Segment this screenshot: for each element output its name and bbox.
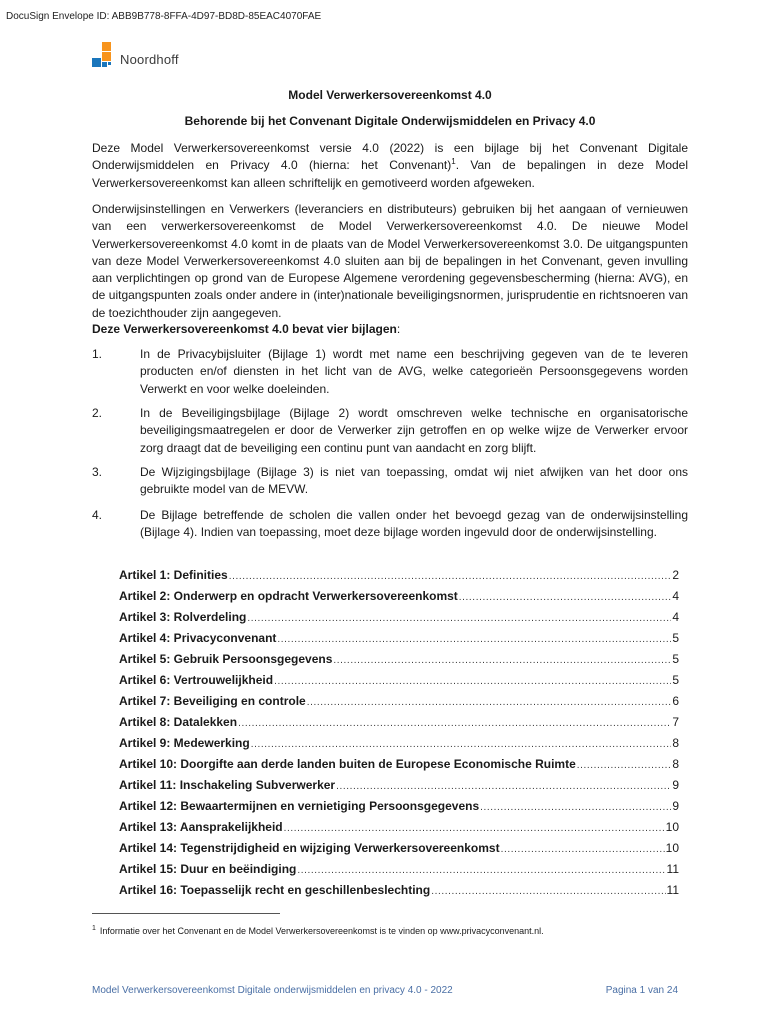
toc-leader [284,823,665,834]
logo-text: Noordhoff [120,52,179,67]
footnote-text: Informatie over het Convenant en de Model Verwerkersovereenkomst is te vinden op www.privacyconvenant.nl. [99,926,544,936]
toc-page[interactable]: 5 [672,631,679,645]
table-of-contents [119,568,679,904]
toc-row[interactable] [119,652,679,673]
toc-leader [431,886,665,897]
toc-row[interactable] [119,841,679,862]
bijlage-item [92,464,688,499]
toc-leader [459,592,672,603]
toc-leader [277,634,671,645]
bijlagen-heading-bold: Deze Verwerkersovereenkomst 4.0 bevat vier bijlagen [92,322,397,336]
toc-leader [229,571,672,582]
toc-label[interactable]: Artikel 9: Medewerking [119,736,250,750]
toc-leader [577,760,672,771]
footer-page-number: Pagina 1 van 24 [605,985,678,996]
footnote-number: 1 [92,925,96,932]
toc-page[interactable]: 10 [665,841,679,855]
toc-page[interactable]: 2 [672,568,679,582]
noordhoff-logo-mark [92,42,122,72]
toc-page[interactable]: 4 [672,610,679,624]
toc-row[interactable] [119,694,679,715]
intro-text-1: Deze Model Verwerkersovereenkomst versie 4.0 (2022) is een bijlage bij het Convenant Digitale Onderwijsmiddelen en Privacy 4.0 (hierna: het Convenant) [92,141,688,173]
toc-row[interactable] [119,757,679,778]
toc-label[interactable]: Artikel 15: Duur en beëindiging [119,862,297,876]
toc-page[interactable]: 8 [672,757,679,771]
toc-leader [333,655,671,666]
toc-label[interactable]: Artikel 5: Gebruik Persoonsgegevens [119,652,333,666]
footnote [92,925,544,936]
toc-row[interactable] [119,862,679,883]
toc-label[interactable]: Artikel 13: Aansprakelijkheid [119,820,283,834]
document-title: Model Verwerkersovereenkomst 4.0 [288,88,492,102]
toc-page[interactable]: 10 [665,820,679,834]
toc-page[interactable]: 9 [672,778,679,792]
bijlagen-heading-tail: : [396,322,401,336]
toc-leader [297,865,665,876]
bijlage-number: 4. [92,508,103,522]
paragraph-verwerkers: Onderwijsinstellingen en Verwerkers (leveranciers en distributeurs) gebruiken bij het aangaan of vernieuwen van een verwerkersovereenkomst de Model Verwerkersovereenkomst 4.0. De nieuwe Model Verwerkersovereenkomst 4.0 komt in de plaats van de Model Verwerkersovereenkomst 3.0. De uitgangspunten van deze Model Verwerkersovereenkomst 4.0 sluiten aan bij de bepalingen in het Convenant, geven invulling aan verplichtingen op grond van de Europese Algemene verordening gegevensbescherming (hierna: AVG), en de uitgangspunten zoals onder andere in (inter)nationale beveiligingsnormen, jurisprudentie en richtsnoeren van de toezichthouder zijn aangegeven. [92,202,688,320]
bijlage-text: In de Privacybijsluiter (Bijlage 1) wordt met name een beschrijving gegeven van de te leveren producten en/of diensten in het licht van de AVG, welke categorieën Persoonsgegevens worden Verwerkt en voor welke doeleinden. [140,347,688,396]
bijlage-text: In de Beveiligingsbijlage (Bijlage 2) wordt omschreven welke technische en organisatorische beveiligingsmaatregelen er door de Verwerker zijn getroffen en op welke wijze de Verwerker ervoor zorg draagt dat de beveiliging een continu punt van aandacht en zorg blijft. [140,406,688,455]
bijlage-item [92,405,688,457]
toc-label[interactable]: Artikel 6: Vertrouwelijkheid [119,673,274,687]
intro-paragraph [92,140,688,192]
bijlage-item [92,507,688,542]
toc-row[interactable] [119,610,679,631]
toc-page[interactable]: 11 [666,862,679,876]
toc-leader [307,697,672,708]
toc-leader [480,802,671,813]
toc-page[interactable]: 5 [672,673,679,687]
toc-label[interactable]: Artikel 11: Inschakeling Subverwerker [119,778,336,792]
toc-leader [251,739,672,750]
toc-page[interactable]: 7 [672,715,679,729]
toc-label[interactable]: Artikel 16: Toepasselijk recht en geschillenbeslechting [119,883,431,897]
bijlage-number: 1. [92,347,103,361]
toc-row[interactable] [119,736,679,757]
toc-row[interactable] [119,568,679,589]
bijlage-text: De Wijzigingsbijlage (Bijlage 3) is niet van toepassing, omdat wij niet afwijken van het door ons gebruikte model van de MEVW. [140,465,688,497]
toc-label[interactable]: Artikel 4: Privacyconvenant [119,631,277,645]
toc-row[interactable] [119,799,679,820]
bijlage-item [92,346,688,398]
toc-row[interactable] [119,589,679,610]
toc-label[interactable]: Artikel 12: Bewaartermijnen en vernietiging Persoonsgegevens [119,799,480,813]
footer-title: Model Verwerkersovereenkomst Digitale onderwijsmiddelen en privacy 4.0 - 2022 [92,985,453,996]
toc-label[interactable]: Artikel 10: Doorgifte aan derde landen buiten de Europese Economische Ruimte [119,757,576,771]
noordhoff-logo [92,42,212,72]
toc-label[interactable]: Artikel 14: Tegenstrijdigheid en wijziging Verwerkersovereenkomst [119,841,500,855]
bijlagen-heading [92,322,400,336]
toc-row[interactable] [119,715,679,736]
toc-page[interactable]: 5 [672,652,679,666]
toc-page[interactable]: 9 [672,799,679,813]
toc-page[interactable]: 11 [666,883,679,897]
toc-row[interactable] [119,631,679,652]
toc-leader [247,613,671,624]
toc-page[interactable]: 4 [672,589,679,603]
document-subtitle: Behorende bij het Convenant Digitale Onderwijsmiddelen en Privacy 4.0 [184,114,596,128]
toc-label[interactable]: Artikel 8: Datalekken [119,715,238,729]
toc-leader [238,718,671,729]
toc-leader [501,844,665,855]
toc-label[interactable]: Artikel 1: Definities [119,568,228,582]
bijlage-number: 2. [92,406,103,420]
toc-page[interactable]: 6 [672,694,679,708]
toc-row[interactable] [119,883,679,904]
toc-leader [274,676,671,687]
toc-label[interactable]: Artikel 7: Beveiliging en controle [119,694,306,708]
toc-leader [336,781,671,792]
docusign-envelope-id: DocuSign Envelope ID: ABB9B778-8FFA-4D97-BD8D-85EAC4070FAE [6,11,322,22]
toc-label[interactable]: Artikel 2: Onderwerp en opdracht Verwerkersovereenkomst [119,589,458,603]
toc-label[interactable]: Artikel 3: Rolverdeling [119,610,247,624]
footnote-divider [92,913,280,914]
footnote-ref: 1 [451,157,456,167]
bijlage-number: 3. [92,465,103,479]
toc-page[interactable]: 8 [672,736,679,750]
toc-row[interactable] [119,673,679,694]
toc-row[interactable] [119,778,679,799]
toc-row[interactable] [119,820,679,841]
bijlage-text: De Bijlage betreffende de scholen die vallen onder het bevoegd gezag van de onderwijsinstelling (Bijlage 4). Indien van toepassing, moet deze bijlage worden ingevuld door de onderwijsinstelling. [140,508,688,540]
intro-text-2: . Van de bepalingen in deze Model Verwerkersovereenkomst kan alleen schriftelijk en gemotiveerd worden afgeweken. [92,158,688,190]
